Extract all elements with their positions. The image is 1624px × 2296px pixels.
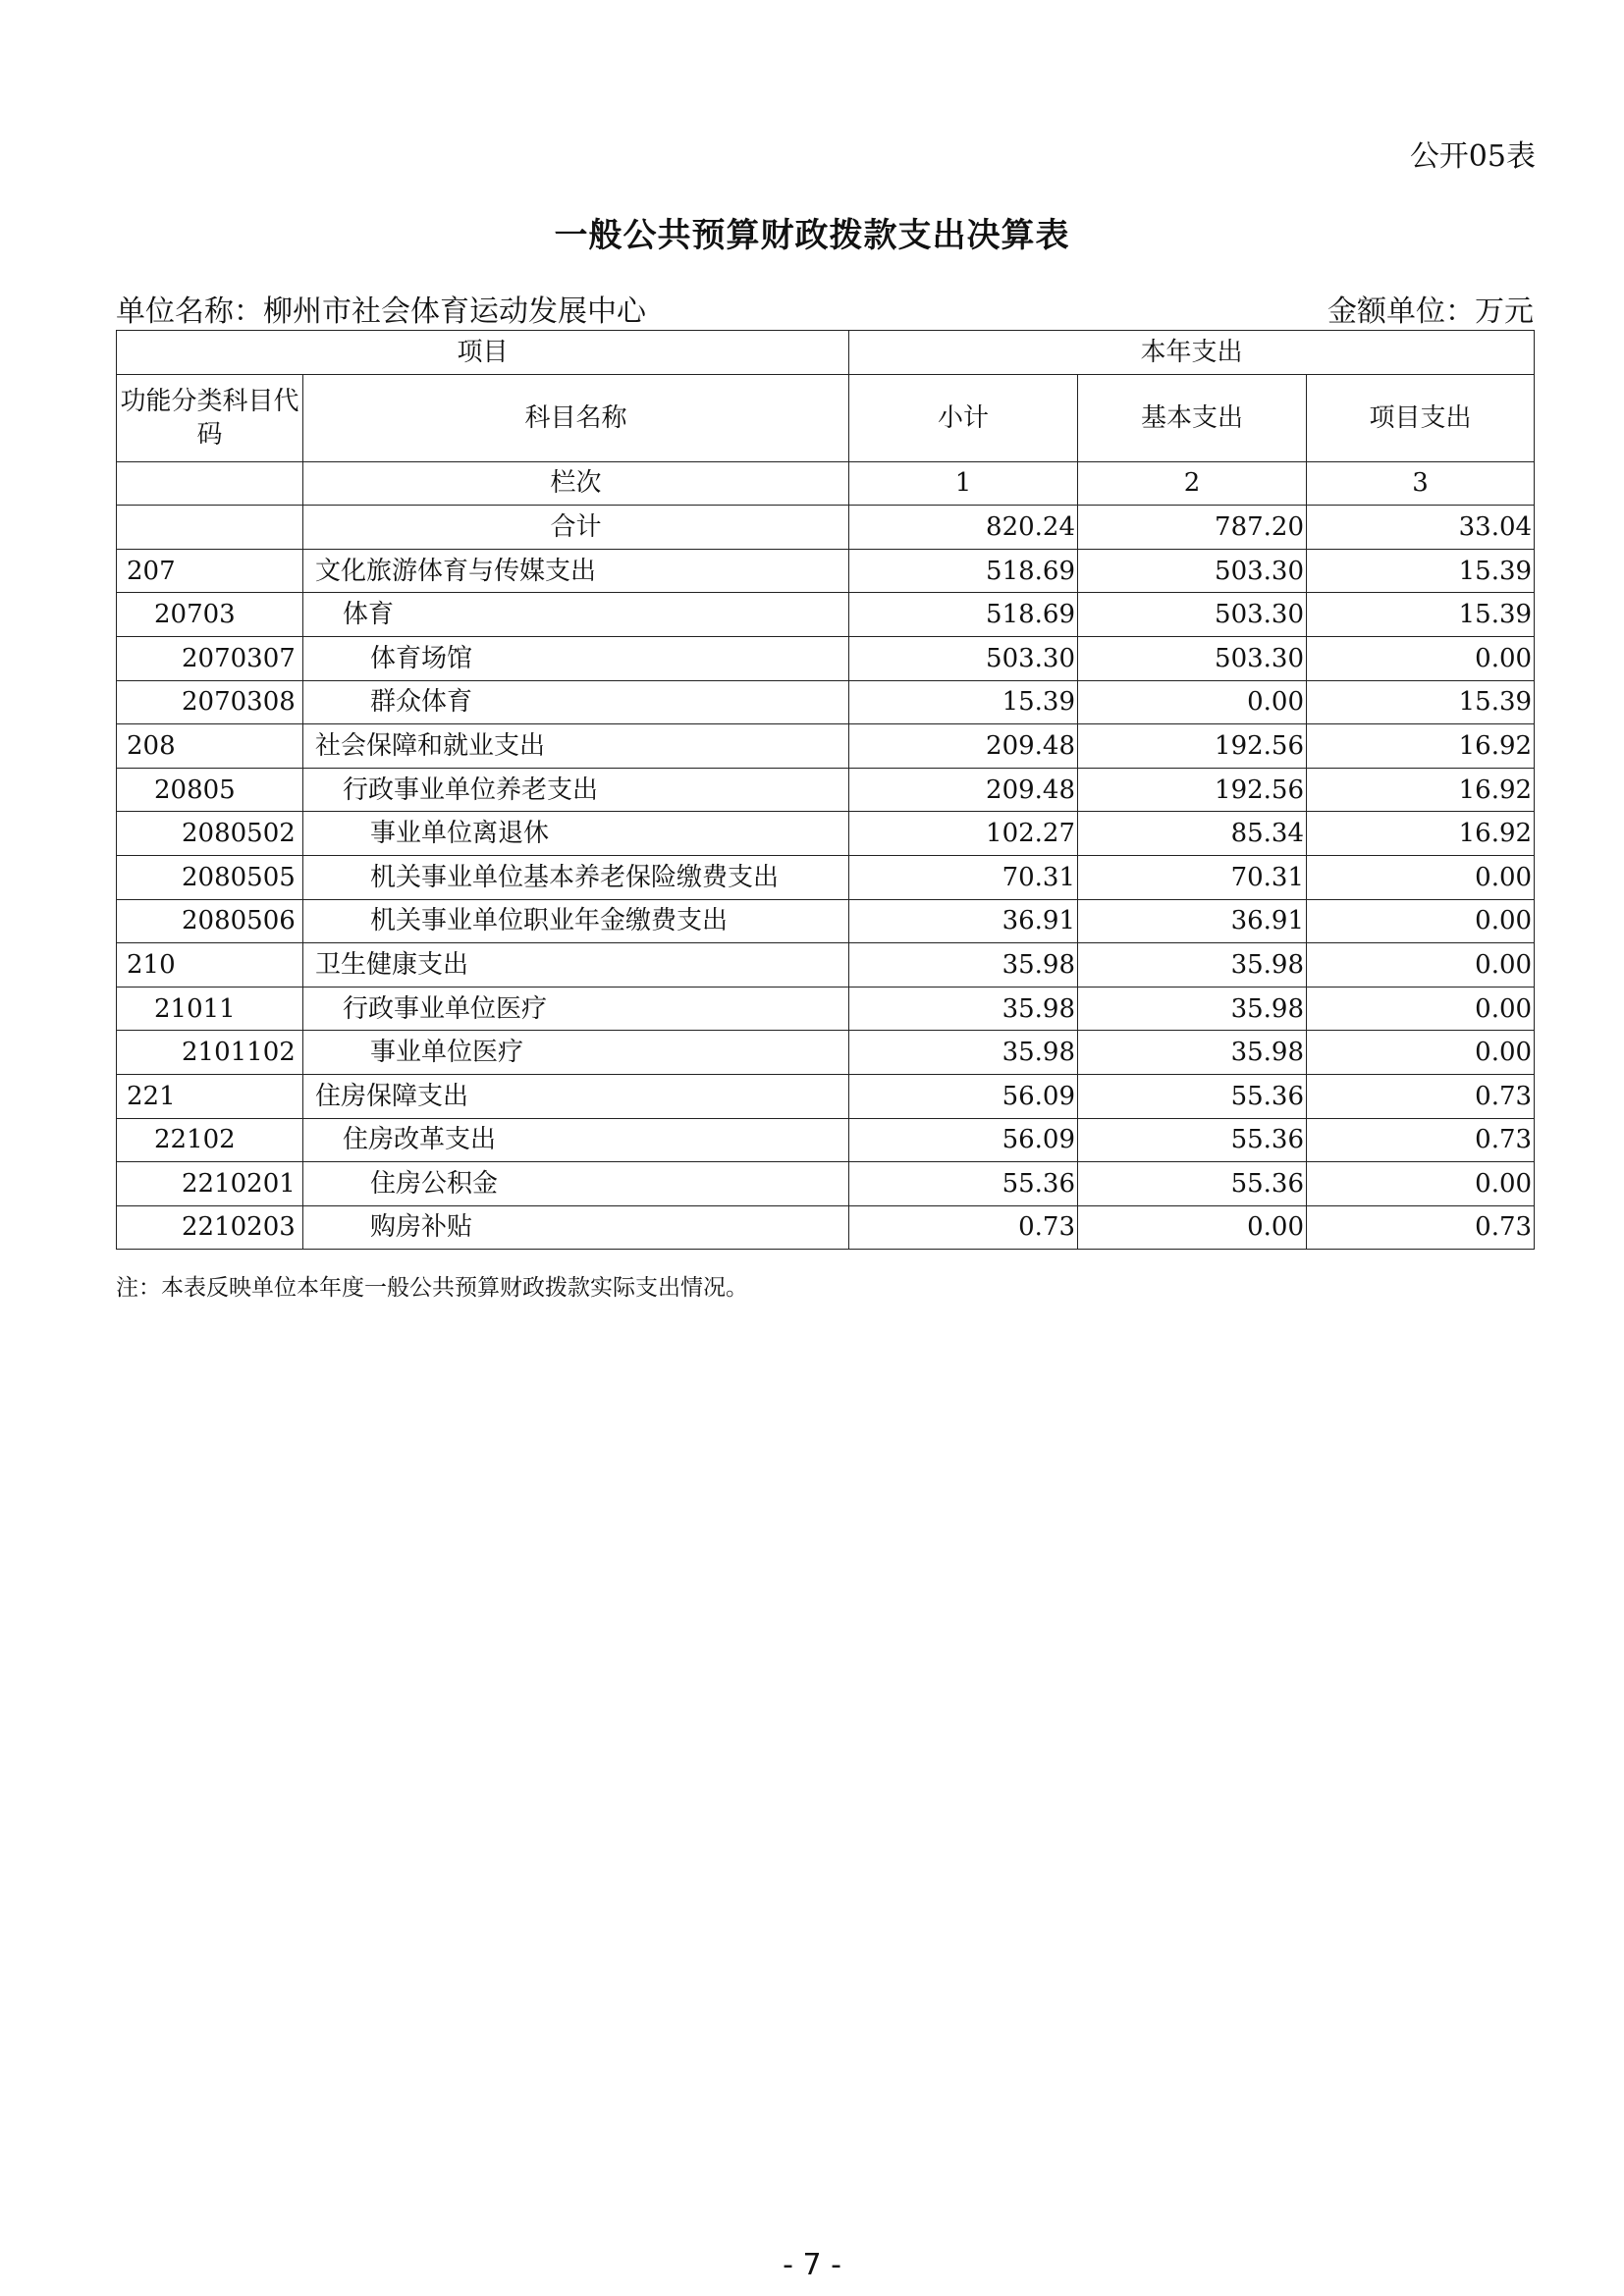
row-name: 事业单位离退休 [303,812,849,856]
row-basic: 503.30 [1078,593,1307,637]
row-subtotal: 518.69 [849,593,1078,637]
header-col-1: 1 [849,461,1078,506]
header-project: 项目 [117,331,849,375]
row-code: 2080506 [117,899,303,943]
row-item: 16.92 [1307,768,1535,812]
row-code: 20805 [117,768,303,812]
table-row [117,724,1535,769]
header-row-3 [117,461,1535,506]
header-name: 科目名称 [303,374,849,461]
row-name: 住房保障支出 [303,1074,849,1118]
header-col-3: 3 [1307,461,1535,506]
table-row [117,1074,1535,1118]
row-name: 购房补贴 [303,1205,849,1250]
header-code: 功能分类科目代码 [117,374,303,461]
row-subtotal: 70.31 [849,855,1078,899]
header-col-label: 栏次 [303,461,849,506]
row-item: 0.00 [1307,1162,1535,1206]
row-item: 15.39 [1307,593,1535,637]
row-basic: 35.98 [1078,943,1307,988]
total-row [117,506,1535,550]
row-name: 住房公积金 [303,1162,849,1206]
row-subtotal: 209.48 [849,768,1078,812]
row-name: 卫生健康支出 [303,943,849,988]
row-name: 文化旅游体育与传媒支出 [303,549,849,593]
row-code: 2210203 [117,1205,303,1250]
row-basic: 36.91 [1078,899,1307,943]
table-row [117,943,1535,988]
row-code: 20703 [117,593,303,637]
row-subtotal: 36.91 [849,899,1078,943]
row-code: 21011 [117,987,303,1031]
row-name: 住房改革支出 [303,1118,849,1162]
row-basic: 0.00 [1078,680,1307,724]
row-basic: 503.30 [1078,636,1307,680]
row-code: 2210201 [117,1162,303,1206]
total-basic: 787.20 [1078,506,1307,550]
row-subtotal: 56.09 [849,1118,1078,1162]
row-name: 体育 [303,593,849,637]
header-row-2 [117,374,1535,461]
row-subtotal: 209.48 [849,724,1078,769]
row-subtotal: 503.30 [849,636,1078,680]
table-row [117,593,1535,637]
document-title: 一般公共预算财政拨款支出决算表 [554,216,1070,255]
header-col-2: 2 [1078,461,1307,506]
row-basic: 192.56 [1078,724,1307,769]
row-name: 行政事业单位养老支出 [303,768,849,812]
row-subtotal: 35.98 [849,1031,1078,1075]
row-basic: 55.36 [1078,1162,1307,1206]
row-item: 16.92 [1307,812,1535,856]
row-basic: 192.56 [1078,768,1307,812]
row-item: 15.39 [1307,680,1535,724]
row-item: 16.92 [1307,724,1535,769]
table-row [117,899,1535,943]
form-number: 公开05表 [1409,139,1536,174]
header-row-1 [117,331,1535,375]
table-row [117,636,1535,680]
row-item: 0.00 [1307,943,1535,988]
row-name: 事业单位医疗 [303,1031,849,1075]
row-code: 22102 [117,1118,303,1162]
table-row [117,768,1535,812]
row-item: 15.39 [1307,549,1535,593]
row-basic: 503.30 [1078,549,1307,593]
row-code: 2080502 [117,812,303,856]
row-item: 0.00 [1307,987,1535,1031]
row-item: 0.00 [1307,899,1535,943]
row-item: 0.73 [1307,1205,1535,1250]
table-row [117,549,1535,593]
header-year-expense: 本年支出 [849,331,1535,375]
row-subtotal: 102.27 [849,812,1078,856]
table-row [117,1162,1535,1206]
row-code: 221 [117,1074,303,1118]
table-row [117,855,1535,899]
table-row [117,812,1535,856]
row-code: 207 [117,549,303,593]
table-row [117,987,1535,1031]
row-name: 社会保障和就业支出 [303,724,849,769]
total-label: 合计 [303,506,849,550]
row-code: 208 [117,724,303,769]
row-basic: 55.36 [1078,1074,1307,1118]
money-unit: 金额单位：万元 [1327,294,1534,329]
row-subtotal: 518.69 [849,549,1078,593]
total-item: 33.04 [1307,506,1535,550]
header-basic: 基本支出 [1078,374,1307,461]
row-subtotal: 0.73 [849,1205,1078,1250]
row-basic: 35.98 [1078,987,1307,1031]
table-note: 注：本表反映单位本年度一般公共预算财政拨款实际支出情况。 [116,1275,748,1301]
page-number: - 7 - [783,2248,841,2282]
row-item: 0.73 [1307,1074,1535,1118]
table-row [117,1205,1535,1250]
row-name: 机关事业单位基本养老保险缴费支出 [303,855,849,899]
row-name: 行政事业单位医疗 [303,987,849,1031]
row-item: 0.00 [1307,1031,1535,1075]
row-code: 2080505 [117,855,303,899]
table-meta [116,287,1534,329]
table-row [117,680,1535,724]
header-subtotal: 小计 [849,374,1078,461]
row-code: 2070307 [117,636,303,680]
row-code: 2101102 [117,1031,303,1075]
row-basic: 70.31 [1078,855,1307,899]
row-subtotal: 55.36 [849,1162,1078,1206]
unit-name: 单位名称：柳州市社会体育运动发展中心 [116,294,646,329]
row-basic: 85.34 [1078,812,1307,856]
row-name: 群众体育 [303,680,849,724]
row-name: 体育场馆 [303,636,849,680]
total-blank [117,506,303,550]
row-basic: 35.98 [1078,1031,1307,1075]
row-basic: 0.00 [1078,1205,1307,1250]
row-item: 0.00 [1307,855,1535,899]
row-code: 2070308 [117,680,303,724]
expense-table [116,330,1535,1250]
table-row [117,1031,1535,1075]
row-code: 210 [117,943,303,988]
row-basic: 55.36 [1078,1118,1307,1162]
header-blank [117,461,303,506]
row-subtotal: 56.09 [849,1074,1078,1118]
row-subtotal: 35.98 [849,987,1078,1031]
row-item: 0.00 [1307,636,1535,680]
row-subtotal: 15.39 [849,680,1078,724]
table-row [117,1118,1535,1162]
total-subtotal: 820.24 [849,506,1078,550]
header-item: 项目支出 [1307,374,1535,461]
row-subtotal: 35.98 [849,943,1078,988]
row-name: 机关事业单位职业年金缴费支出 [303,899,849,943]
table-body [117,331,1535,1250]
row-item: 0.73 [1307,1118,1535,1162]
